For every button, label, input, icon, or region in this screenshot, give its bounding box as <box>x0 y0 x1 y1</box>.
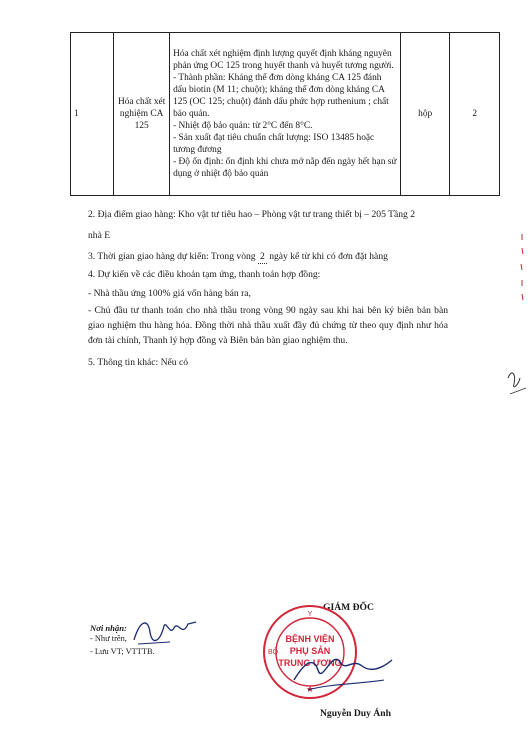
initial-signature <box>130 614 200 648</box>
spec-line: - Sản xuất đạt tiêu chuẩn chất lượng: ISO 13485 hoặc tương đương <box>173 133 375 155</box>
table-row <box>71 33 500 196</box>
advance-payment: - Nhà thầu ứng 100% giá vốn hàng bán ra, <box>88 288 251 299</box>
item-unit: hộp <box>400 33 450 196</box>
delivery-location: 2. Địa điểm giao hàng: Kho vật tư tiêu hao – Phòng vật tư trang thiết bị – 205 Tầng 2 <box>88 209 416 220</box>
item-quantity: 2 <box>450 33 500 196</box>
spec-line: - Độ ổn định: ổn định khi chưa mở nắp đến ngày hết hạn sử dụng ở nhiệt độ bảo quản <box>173 157 397 179</box>
recipient-line: - Như trên, <box>90 634 127 643</box>
delivery-time <box>88 251 388 264</box>
svg-text:BỆNH VIỆN: BỆNH VIỆN <box>285 634 335 644</box>
spec-line: Hóa chất xét nghiệm định lượng quyết định kháng nguyên phản ứng OC 125 trong huyết thanh và huyết tương người. <box>173 49 394 71</box>
svg-text:Y: Y <box>307 611 313 618</box>
delivery-time-suffix: ngày kể từ khi có đơn đặt hàng <box>269 251 388 262</box>
spec-line: - Nhiệt độ bảo quản: từ 2°C đến 8°C. <box>173 121 313 131</box>
row-index: 1 <box>71 33 114 196</box>
svg-text:BỘ: BỘ <box>268 649 279 656</box>
payment-conditions: - Chủ đầu tư thanh toán cho nhà thầu trong vòng 90 ngày sau khi hai bên ký biên bản bàn giao nghiệm thu hàng hóa. Đồng thời nhà thầu xuất đầy đủ chứng từ theo quy định như hóa đơn tài chính, Thanh lý hợp đồng và Biên bản bàn giao nghiệm thu. <box>88 305 448 346</box>
svg-text:PHỤ SẢN: PHỤ SẢN <box>289 646 331 656</box>
svg-text:TRUNG ƯƠNG: TRUNG ƯƠNG <box>278 658 342 668</box>
delivery-days: 2 <box>260 251 265 262</box>
payment-terms-heading: 4. Dự kiến về các điều khoản tạm ứng, thanh toán hợp đồng: <box>88 269 321 280</box>
delivery-location-cont: nhà E <box>88 230 111 241</box>
other-info: 5. Thông tin khác: Nếu có <box>88 357 189 368</box>
svg-text:★: ★ <box>305 684 315 694</box>
recipient-line: - Lưu VT; VTTTB. <box>90 647 155 656</box>
signer-name: Nguyễn Duy Ánh <box>320 708 391 719</box>
signer-title: GIÁM ĐỐC <box>323 602 374 613</box>
items-table <box>70 32 500 196</box>
item-specification <box>170 33 401 196</box>
recipients-title: Nơi nhận: <box>90 623 127 633</box>
director-signature <box>288 640 398 696</box>
delivery-time-prefix: 3. Thời gian giao hàng dự kiến: Trong vòng <box>88 251 256 262</box>
item-name: Hóa chất xét nghiệm CA 125 <box>114 33 170 196</box>
margin-marks <box>506 228 530 398</box>
spec-line: - Thành phần: Kháng thể đơn dòng kháng CA 125 đánh dấu biotin (M 11; chuột); kháng thể đơn dòng kháng CA 125 (OC 125; chuột) đánh dấu phức hợp ruthenium ; chất bảo quản. <box>173 73 389 119</box>
